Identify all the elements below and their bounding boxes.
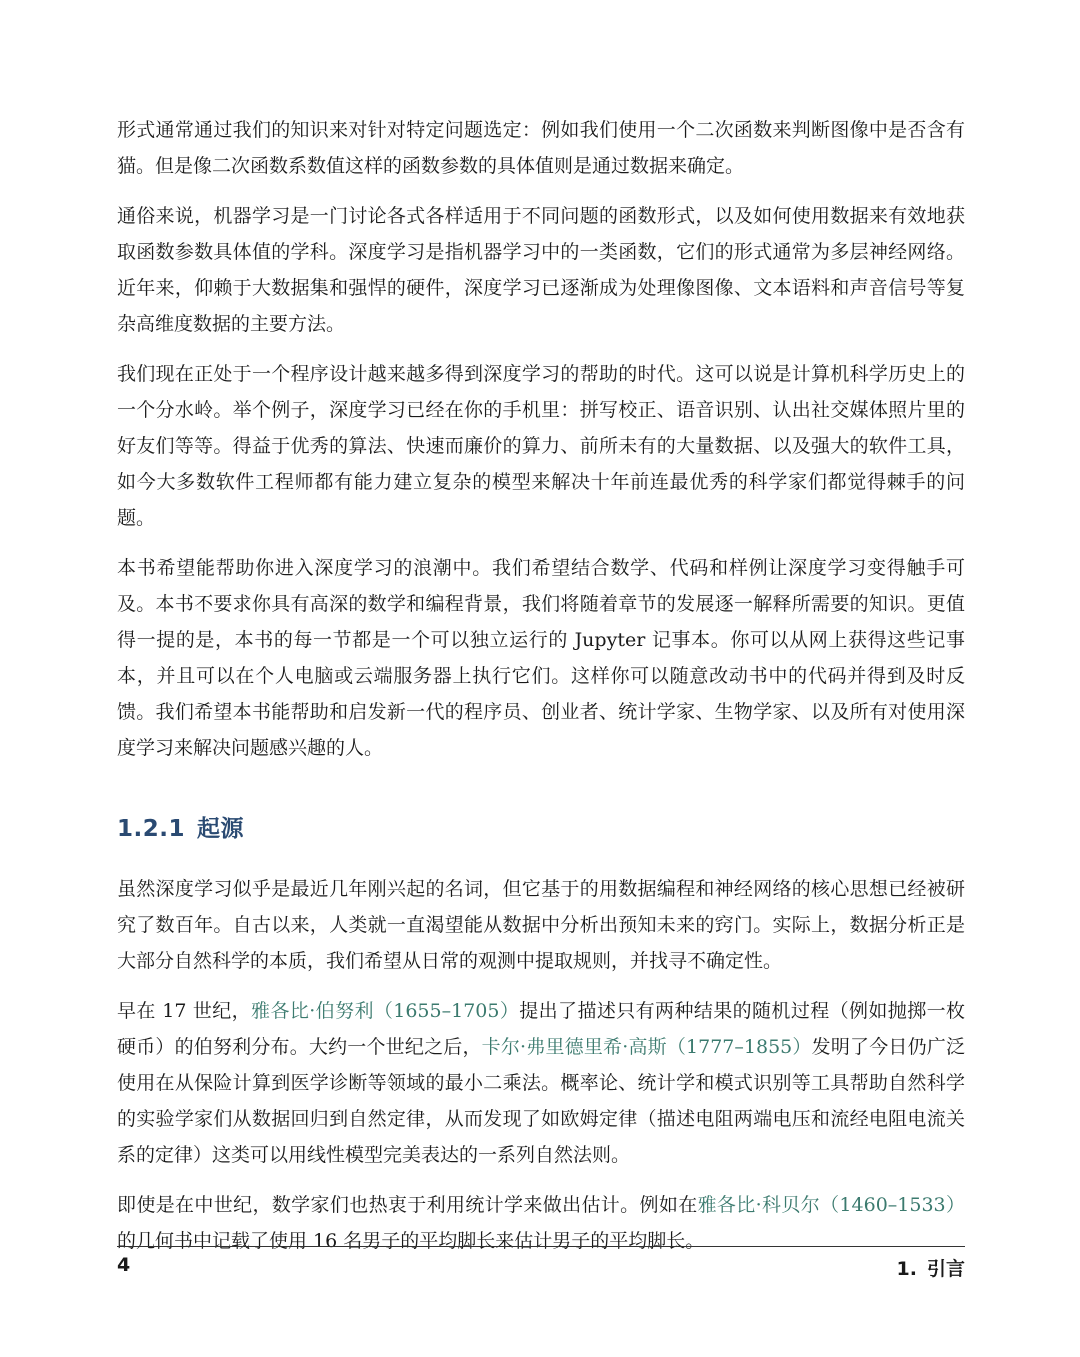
history-text-a: 早在 17 世纪，: [117, 1000, 252, 1022]
link-carl-friedrich-gauss[interactable]: 卡尔·弗里德里希·高斯（1777–1855）: [481, 1036, 812, 1058]
history-text-b: 提出了描述只有两种结果的随机过程（例如抛掷一枚硬币）的伯努利分布。大约一个世纪之后，: [117, 1000, 965, 1058]
footer-divider: [117, 1246, 965, 1247]
chapter-title: 引言: [926, 1258, 965, 1280]
paragraph-deep-learning-era: 我们现在正处于一个程序设计越来越多得到深度学习的帮助的时代。这可以说是计算机科学历史上的一个分水岭。举个例子，深度学习已经在你的手机里：拼写校正、语音识别、认出社交媒体照片里的好友们等等。得益于优秀的算法、快速而廉价的算力、前所未有的大量数据、以及强大的软件工具，如今大多数软件工程师都有能力建立复杂的模型来解决十年前连最优秀的科学家们都觉得棘手的问题。: [117, 363, 965, 529]
link-jacob-kobel[interactable]: 雅各比·科贝尔（1460–1533）: [697, 1194, 965, 1216]
medieval-text-a: 即使是在中世纪，数学家们也热衷于利用统计学来做出估计。例如在: [117, 1194, 698, 1216]
page-footer: [117, 1254, 965, 1281]
medieval-text-b: 的几何书中记载了使用 16 名男子的平均脚长来估计男子的平均脚长。: [117, 1230, 705, 1252]
page-body: [117, 112, 965, 1273]
chapter-number: 1.: [896, 1258, 917, 1280]
paragraph-origin-history: [117, 993, 965, 1173]
paragraph-machine-learning-definition: 通俗来说，机器学习是一门讨论各式各样适用于不同问题的函数形式，以及如何使用数据来有效地获取函数参数具体值的学科。深度学习是指机器学习中的一类函数，它们的形式通常为多层神经网络。近年来，仰赖于大数据集和强悍的硬件，深度学习已逐渐成为处理像图像、文本语料和声音信号等复杂高维度数据的主要方法。: [117, 205, 965, 335]
link-jacob-bernoulli[interactable]: 雅各比·伯努利（1655–1705）: [251, 1000, 520, 1022]
paragraph-medieval-statistics: [117, 1187, 965, 1259]
paragraph-origin-intro: 虽然深度学习似乎是最近几年刚兴起的名词，但它基于的用数据编程和神经网络的核心思想已经被研究了数百年。自古以来，人类就一直渴望能从数据中分析出预知未来的窍门。实际上，数据分析正是大部分自然科学的本质，我们希望从日常的观测中提取规则，并找寻不确定性。: [117, 878, 965, 972]
paragraph-book-goal: 本书希望能帮助你进入深度学习的浪潮中。我们希望结合数学、代码和样例让深度学习变得触手可及。本书不要求你具有高深的数学和编程背景，我们将随着章节的发展逐一解释所需要的知识。更值得一提的是，本书的每一节都是一个可以独立运行的 Jupyter 记事本。你可以从网上获得这些记事本，并且可以在个人电脑或云端服务器上执行它们。这样你可以随意改动书中的代码并得到及时反馈。我们希望本书能帮助和启发新一代的程序员、创业者、统计学家、生物学家、以及所有对使用深度学习来解决问题感兴趣的人。: [117, 557, 965, 759]
chapter-label: [897, 1254, 965, 1281]
section-heading: [117, 810, 965, 843]
page-number: 4: [117, 1254, 131, 1276]
history-text-c: 发明了今日仍广泛使用在从保险计算到医学诊断等领域的最小二乘法。概率论、统计学和模式识别等工具帮助自然科学的实验学家们从数据回归到自然定律，从而发现了如欧姆定律（描述电阻两端电压和流经电阻电流关系的定律）这类可以用线性模型完美表达的一系列自然法则。: [117, 1036, 965, 1166]
section-title: 起源: [197, 816, 244, 842]
paragraph-function-forms: 形式通常通过我们的知识来对针对特定问题选定：例如我们使用一个二次函数来判断图像中是否含有猫。但是像二次函数系数值这样的函数参数的具体值则是通过数据来确定。: [117, 119, 965, 177]
section-number: 1.2.1: [117, 816, 185, 842]
